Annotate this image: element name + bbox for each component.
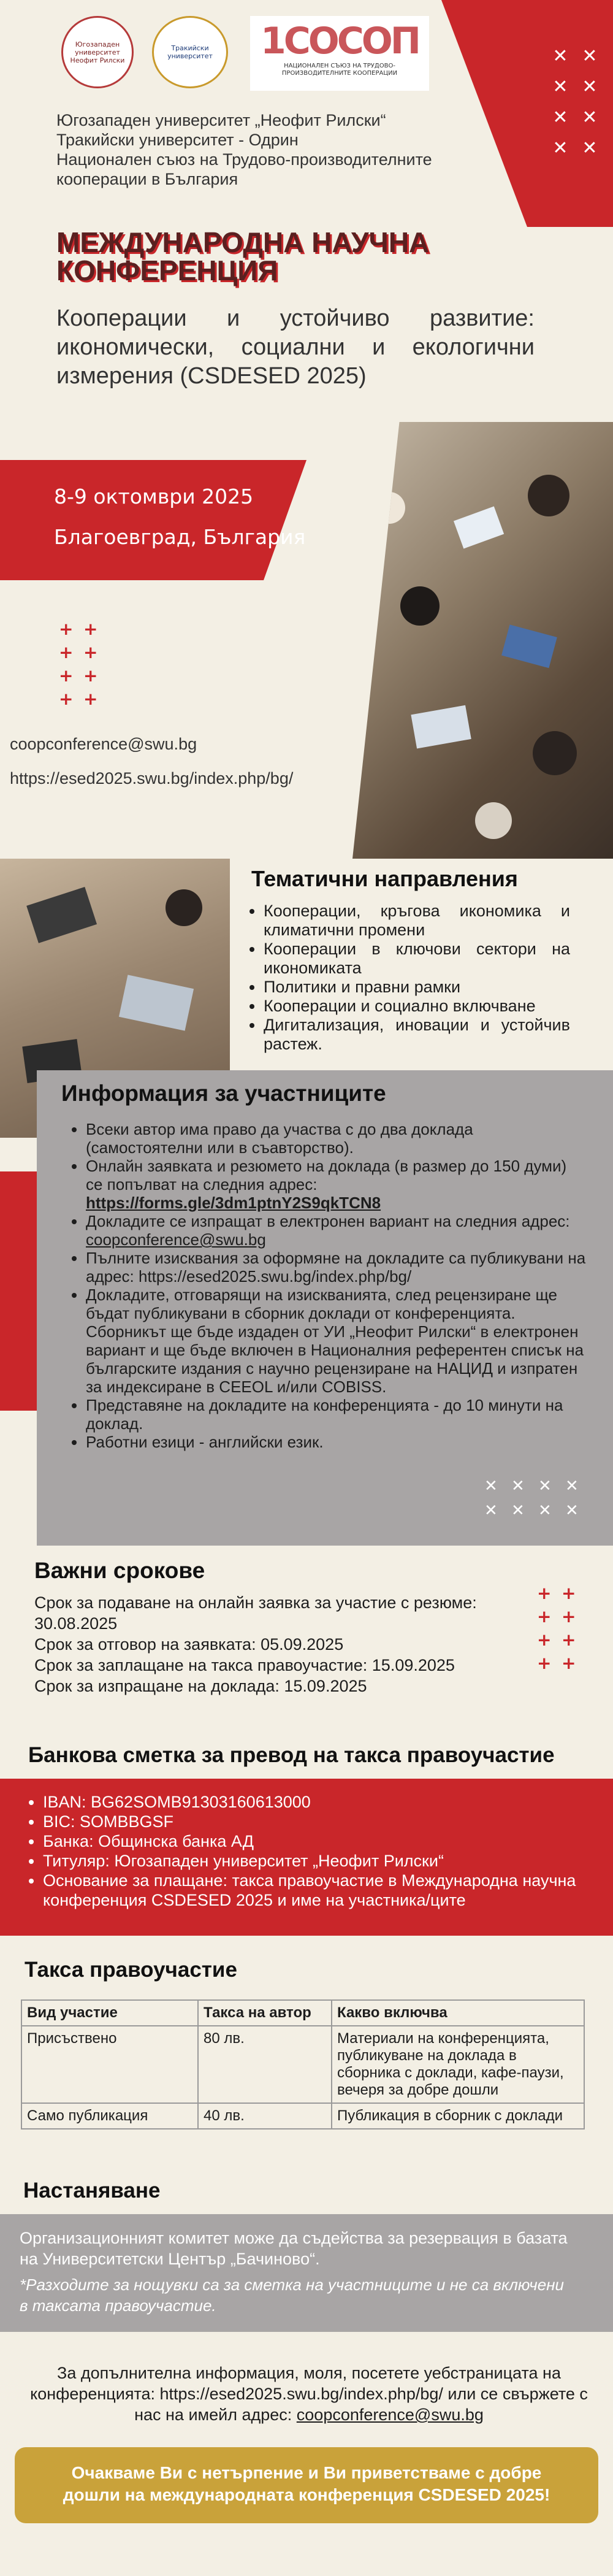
trakya-logo: Тракийски университет [152,16,228,88]
topics-list [245,902,570,1054]
x-pattern-gray: ✕ ✕ ✕ ✕ ✕ ✕ ✕ ✕ [484,1477,579,1520]
plus-pattern-right: + + + + + + + + [537,1583,576,1673]
conference-title [56,228,522,285]
bank-holder: • Титуляр: Югозападен университет „Неофит Рилски“ [43,1851,576,1871]
bank-list [25,1792,576,1910]
bank-payment-basis: • Основание за плащане: такса правоучастие в Международна научна конференция CSDESED 2025 и име на участника/ците [43,1871,576,1910]
plus-pattern-left: + + + + + + + + [59,619,98,709]
accommodation-heading: Настаняване [23,2179,161,2202]
topic-item: • Дигитализация, иновации и устойчив растеж. [264,1016,570,1054]
topic-item: • Кооперации, кръгова икономика и климатични промени [264,902,570,940]
organizers-block [56,110,498,189]
footer-info [27,2363,591,2425]
participants-list [67,1120,587,1451]
topic-item: • Кооперации и социално включване [264,997,570,1016]
fee-cell: 40 лв. [198,2103,332,2129]
fee-column-header: Какво включва [332,2000,584,2026]
contact-email[interactable]: coopconference@swu.bg [10,735,197,753]
fee-cell: Само публикация [21,2103,198,2129]
dates-banner [0,460,306,580]
participant-info-item: • Пълните изисквания за оформяне на докладите са публикувани на адрес: https://esed2025.swu.bg/index.php/bg/ [86,1249,587,1286]
footer-info-text: За допълнителна информация, моля, посетете уебстраницата на конференцията: https://esed2025.swu.bg/index.php/bg/ или се свържете с нас на имейл адрес: [30,2364,588,2424]
accommodation-text: Организационният комитет може да съдейства за резервация в базата на Университетски Център „Бачиново“. [20,2229,568,2268]
deadline-item: Срок за заплащане на такса правоучастие: 15.09.2025 [34,1656,455,1674]
bank-heading: Банкова сметка за превод на такса правоучастие [28,1743,555,1767]
bank-name: • Банка: Общинска банка АД [43,1831,576,1851]
title-line-1: МЕЖДУНАРОДНА НАУЧНА [56,226,430,258]
fee-table-row [21,2103,584,2129]
coop-logo-mark: 1СОСОП [260,20,419,63]
meeting-photo-art [352,422,613,859]
participant-info-item: • Всеки автор има право да участва с до два доклада (самостоятелни или в съавторство). [86,1120,587,1157]
participant-info-item: • Представяне на докладите на конференцията - до 10 минути на доклад. [86,1396,587,1433]
fee-column-header: Вид участие [21,2000,198,2026]
fee-table-header [21,2000,584,2026]
deadline-item: Срок за отговор на заявката: 05.09.2025 [34,1635,344,1654]
fee-column-header: Такса на автор [198,2000,332,2026]
fee-table [21,1999,585,2129]
fee-table-row [21,2026,584,2103]
coop-logo-text: НАЦИОНАЛЕН СЪЮЗ НА ТРУДОВО-ПРОИЗВОДИТЕЛНИТЕ КООПЕРАЦИИ [281,63,398,77]
fee-cell: Присъствено [21,2026,198,2103]
participant-info-item: • Работни езици - английски език. [86,1433,587,1451]
coop-logo [250,16,429,91]
fee-cell: Публикация в сборник с доклади [332,2103,584,2129]
participants-red-band [0,1171,37,1411]
fee-cell: Материали на конференцията, публикуване на доклада в сборника с доклади, кафе-паузи, вечеря за добре дошли [332,2026,584,2103]
conference-subtitle: Кооперации и устойчиво развитие: икономически, социални и екологични измерения (CSDESED 2025) [56,305,535,389]
title-line-2: КОНФЕРЕНЦИЯ [56,255,278,286]
meeting-photo-top [352,422,613,859]
footer-email-link[interactable]: coopconference@swu.bg [296,2405,484,2424]
event-place: Благоевград, България [54,525,306,549]
participant-info-text: Онлайн заявката и резюмето на доклада (в размер до 150 думи) се попълват на следния адрес: [86,1157,567,1194]
deadline-item: Срок за изпращане на доклада: 15.09.2025 [34,1677,367,1695]
fee-heading: Такса правоучастие [25,1958,237,1982]
deadlines-heading: Важни срокове [34,1558,205,1583]
fee-cell: 80 лв. [198,2026,332,2103]
topic-item: • Кооперации в ключови сектори на икономиката [264,940,570,978]
participants-heading: Информация за участниците [61,1081,386,1106]
deadline-item: Срок за подаване на онлайн заявка за участие с резюме: 30.08.2025 [34,1593,477,1633]
organizer-line: Югозападен университет „Неофит Рилски“ [56,111,386,129]
topics-heading: Тематични направления [251,866,518,891]
participant-info-text: Докладите се изпращат в електронен вариант на следния адрес: [86,1212,570,1230]
accommodation-note: *Разходите за нощувки са за сметка на участниците и не са включени в таксата правоучастие. [20,2275,564,2315]
welcome-text: Очакваме Ви с нетърпение и Ви приветстваме с добре дошли на международната конференция CSDESED 2025! [63,2463,550,2504]
organizer-line: Национален съюз на Трудово-производителните [56,150,432,169]
organizer-line: Тракийски университет - Одрин [56,131,299,149]
submission-email-link[interactable]: coopconference@swu.bg [86,1230,266,1249]
swu-logo: Югозападен университет Неофит Рилски [61,16,134,88]
registration-form-link[interactable]: https://forms.gle/3dm1ptnY2S9qkTCN8 [86,1194,381,1212]
event-dates: 8-9 октомври 2025 [54,485,254,508]
participant-info-item [86,1157,587,1212]
organizer-line: кооперации в България [56,170,238,188]
participant-info-item: • Докладите, отговарящи на изискванията, след рецензиране ще бъдат публикувани в сборник доклади от конференцията. Сборникът ще бъде издаден от УИ „Неофит Рилски“ в електронен вариант и ще бъде включен в Националния референтен списък на българските издания с научно рецензиране на НАЦИД и изпратен за индексиране в CEEOL и/или COBISS. [86,1286,587,1396]
bank-bic: • BIC: SOMBBGSF [43,1812,576,1831]
topic-item: • Политики и правни рамки [264,978,570,997]
deadlines-list [34,1592,500,1696]
bank-iban: • IBAN: BG62SOMB91303160613000 [43,1792,576,1812]
x-pattern-top: ✕ ✕ ✕ ✕ ✕ ✕ ✕ ✕ [552,45,598,159]
contact-url[interactable]: https://esed2025.swu.bg/index.php/bg/ [10,769,294,788]
participant-info-item [86,1212,587,1249]
